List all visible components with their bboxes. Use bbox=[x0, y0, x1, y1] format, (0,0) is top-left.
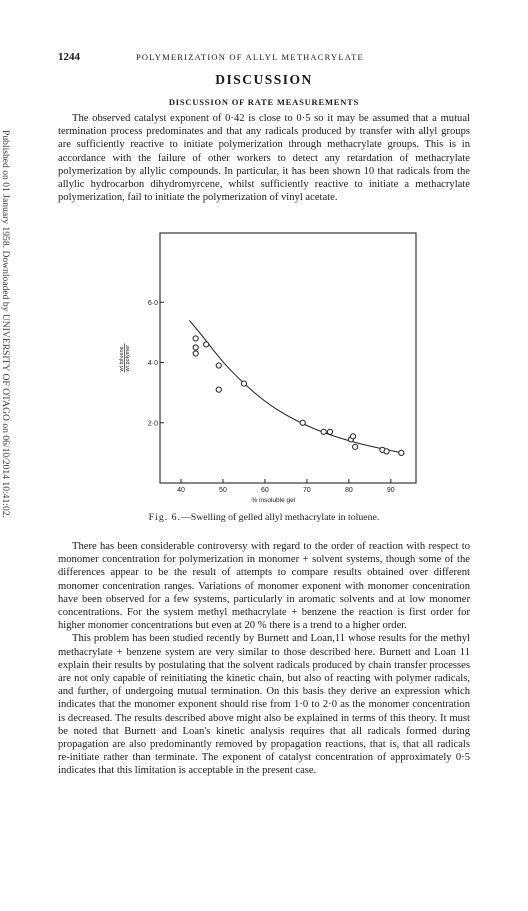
paragraph: The observed catalyst exponent of 0·42 is close to 0·5 so it may be assumed that a mutual termination process predominates and that any radicals produced by transfer with allyl groups are sufficiently reactive to initiate polymerization through methacrylate groups. This is in accordance with the failure of other workers to detect any retardation of methacrylate polymerization by allylic compounds. In particular, it has been shown 10 that radicals from the allylic hydrocarbon dihydromyrcene, whilst sufficiently reactive to initiate a methacrylate polymerization, fail to initiate the polymerization of vinyl acetate. bbox=[58, 113, 470, 204]
figure-caption bbox=[58, 512, 470, 523]
y-tick-label: 2·0 bbox=[147, 420, 158, 428]
paragraph: There has been considerable controversy with regard to the order of reaction with respect to monomer concentration for polymerization in monomer + solvent systems, though some of the differences appear to be the result of attempts to compare results obtained over different monomer concentration ranges. Variations of monomer exponent with monomer concentration have been observed for a few systems, particularly in aromatic solvents and at low monomer concentrations. For the system methyl methacrylate + benzene the reaction is first order for higher monomer concentrations but even at 20 % there is a trend to a higher order. bbox=[58, 541, 470, 632]
y-tick-label: 4·0 bbox=[147, 360, 158, 368]
axis-ticks bbox=[148, 300, 395, 494]
figure-6-chart bbox=[119, 231, 418, 509]
body-text-top bbox=[58, 112, 470, 204]
data-point bbox=[350, 434, 355, 439]
data-point bbox=[321, 429, 326, 434]
y-axis-label-denominator: wt polymer bbox=[125, 344, 131, 372]
x-tick-label: 40 bbox=[177, 487, 185, 494]
data-points bbox=[193, 336, 404, 456]
section-title: DISCUSSION bbox=[215, 72, 313, 87]
download-notice-text: Published on 01 January 1958. Downloaded by UNIVERSITY OF OTAGO on 06/10/2014 10:41:02. bbox=[0, 130, 11, 518]
data-point bbox=[193, 345, 198, 350]
subsection-title: DISCUSSION OF RATE MEASUREMENTS bbox=[168, 97, 360, 107]
running-title: POLYMERIZATION OF ALLYL METHACRYLATE bbox=[136, 52, 364, 62]
y-tick-label: 6·0 bbox=[147, 299, 158, 307]
data-point bbox=[327, 429, 332, 434]
y-axis-label-numerator: wt toluene bbox=[119, 346, 125, 372]
x-axis-label: % insoluble gel bbox=[251, 497, 296, 504]
body-text-bottom bbox=[58, 540, 470, 778]
x-tick-label: 60 bbox=[261, 487, 269, 494]
chart-svg bbox=[119, 231, 418, 509]
x-tick-label: 50 bbox=[219, 487, 227, 494]
data-point bbox=[193, 336, 198, 341]
x-tick-label: 80 bbox=[344, 487, 353, 494]
data-point bbox=[300, 420, 305, 425]
page-number: 1244 bbox=[58, 51, 80, 63]
data-point bbox=[193, 351, 198, 356]
paragraph: This problem has been studied recently by Burnett and Loan,11 whose results for the methyl methacrylate + benzene system are very similar to those described here. Burnett and Loan 11 explain their results by postulating that the solvent radicals produced by chain transfer processes are not only capable of reinitiating the kinetic chain, but also of reacting with polymer radicals, and further, of undergoing mutual termination. On this basis they derive an expression which indicates that the monomer exponent should rise from 1·0 to 2·0 as the monomer concentration is decreased. The results described above might also be explained in terms of this theory. It must be noted that Burnett and Loan's kinetic analysis requires that all radicals formed during propagation are also predominantly removed by propagation reactions, that is, that all radicals re-initiate rather than terminate. The exponent of catalyst concentration of approximately 0·5 indicates that this limitation is acceptable in the present case. bbox=[58, 633, 470, 777]
data-point bbox=[204, 342, 209, 347]
plot-frame bbox=[160, 233, 416, 483]
x-tick-label: 90 bbox=[386, 487, 395, 494]
figure-label: Fig. 6. bbox=[148, 512, 181, 523]
fit-curve bbox=[189, 320, 401, 453]
download-notice bbox=[2, 130, 20, 600]
data-point bbox=[241, 381, 246, 386]
data-point bbox=[399, 450, 404, 455]
data-point bbox=[216, 387, 221, 392]
x-tick-label: 70 bbox=[302, 487, 311, 494]
figure-caption-text: —Swelling of gelled allyl methacrylate in toluene. bbox=[180, 512, 380, 523]
data-point bbox=[384, 449, 389, 454]
data-point bbox=[216, 363, 221, 368]
data-point bbox=[353, 444, 358, 449]
